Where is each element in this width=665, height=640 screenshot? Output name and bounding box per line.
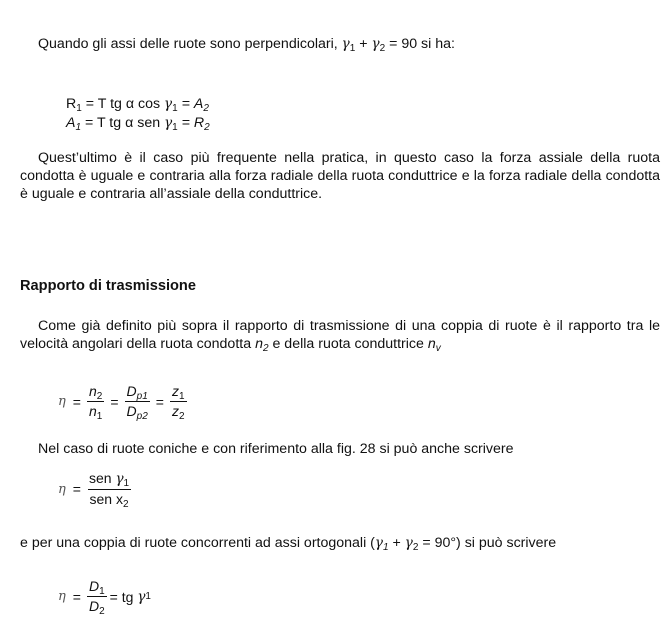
intro-line: Quando gli assi delle ruote sono perpendicolari, $\gamma_1 + \gamma_2 = 90$ si ha:	[38, 36, 455, 54]
formula-sen-ratio: η = $\frac{sen \gamma_1}{sen x_2}$	[58, 470, 130, 510]
paragraph-frequent-case: Quest’ultimo è il caso più frequente nella pratica, in questo caso la forza assiale della ruota condotta è uguale e contraria alla forza radiale della ruota conduttrice e la forza radiale della condotta è uguale e contraria all’assiale della conduttrice.	[20, 150, 660, 202]
paragraph-conical-wheels: Nel caso di ruote coniche e con riferimento alla fig. 28 si può anche scrivere	[38, 441, 514, 457]
fraction-d1-d2: $\frac{D_1}{D_2}$	[88, 578, 105, 617]
equation-a1: $A_1 = T$ tg α sen $\gamma_1 = R_2$	[66, 115, 210, 133]
fraction-z1-z2: $\frac{z_1}{z_2}$	[171, 383, 185, 422]
equation-r1: $R_1 = T$ tg α $\cos \gamma_1 = A_2$	[66, 96, 209, 114]
fraction-dp1-dp2: $\frac{D_{p1}}{D_{p2}}$	[126, 383, 148, 422]
paragraph-orthogonal-axes: e per una coppia di ruote concorrenti ad assi ortogonali $(\gamma_1 + \gamma_2 = 90^\circ)$ si può scrivere	[20, 535, 557, 553]
formula-diameter-ratio: η = $\frac{D_1}{D_2}$ = tg γ 1	[58, 578, 151, 617]
paragraph-transmission-ratio: Come già definito più sopra il rapporto di trasmissione di una coppia di ruote è il rapporto tra le velocità angolari della ruota condotta $n_2$ e della ruota conduttrice $n_v$	[20, 318, 660, 354]
fraction-sen-gamma-sen-x: $\frac{sen \gamma_1}{sen x_2}$	[88, 470, 130, 510]
fraction-n2-n1: $\frac{n_2}{n_1}$	[88, 383, 103, 422]
section-title: Rapporto di trasmissione	[20, 278, 196, 294]
formula-ratio-eta: η = $\frac{n_2}{n_1}$ = $\frac{D_{p1}}{D_{p2}}$ = $\frac{z_1}{z_2}$	[58, 383, 185, 422]
